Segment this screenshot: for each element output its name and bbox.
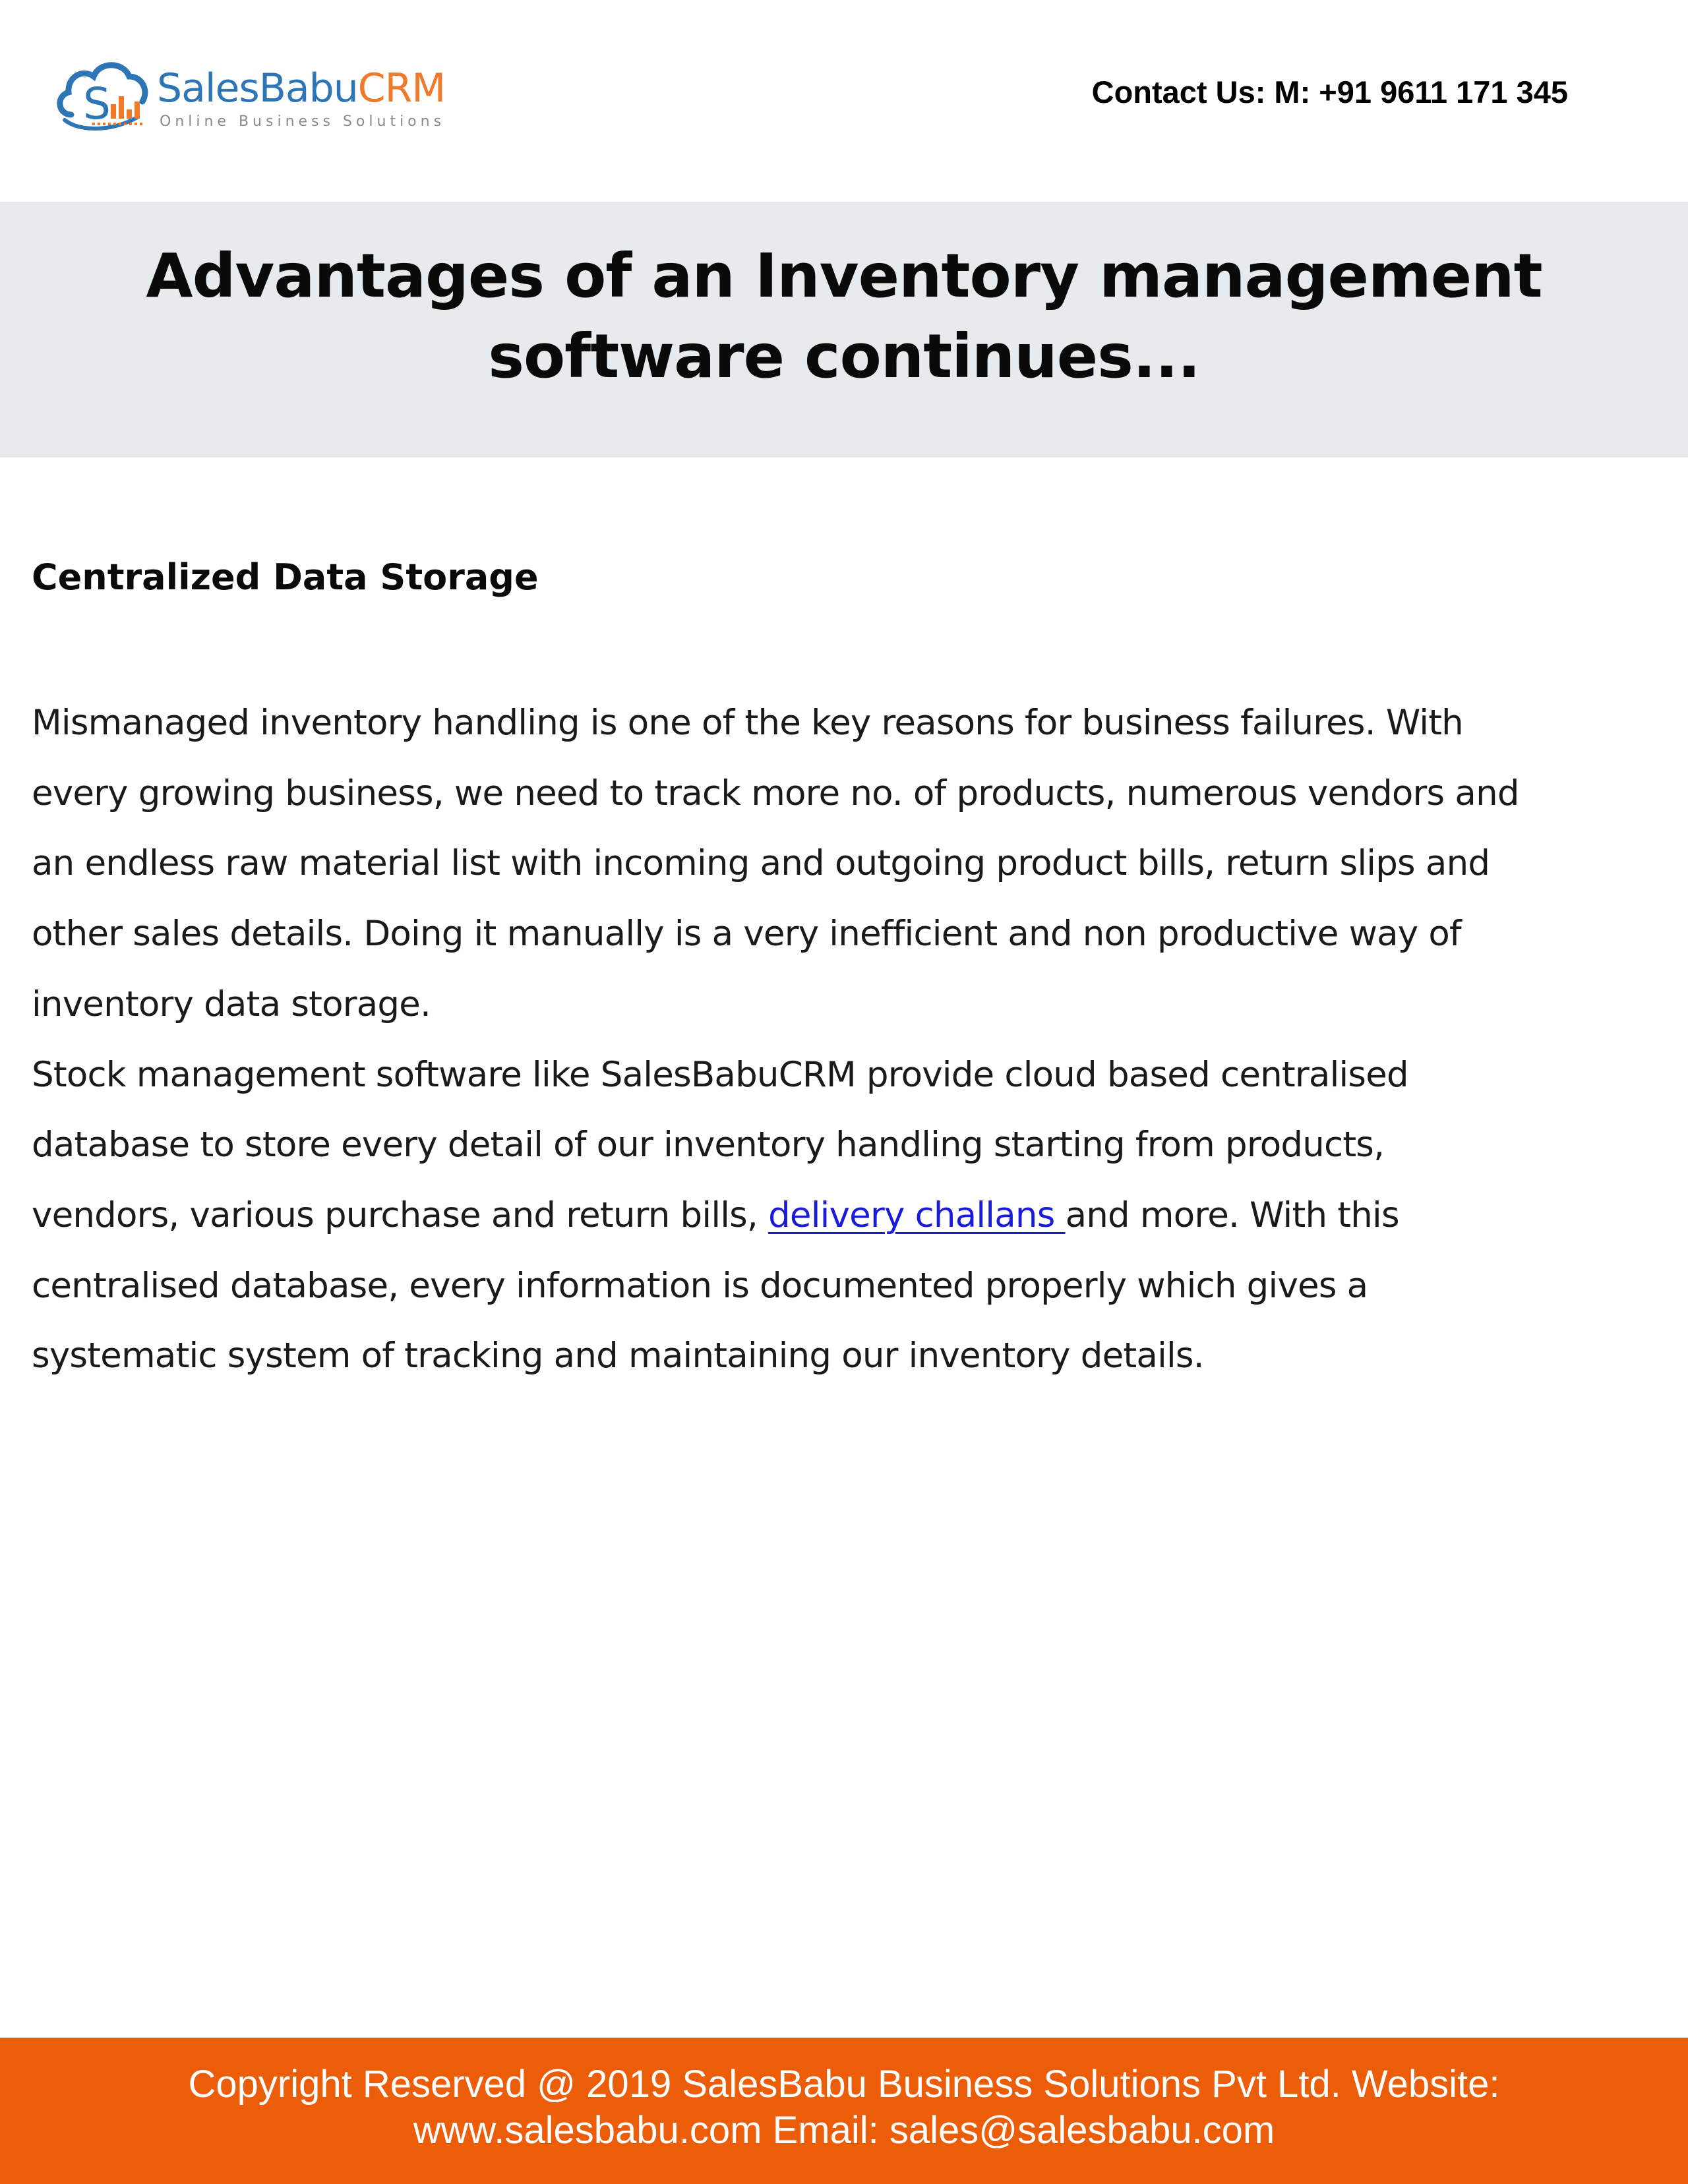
page-title [0, 236, 1688, 397]
paragraph-1-line: inventory data storage. [32, 984, 431, 1024]
footer-copyright [0, 2061, 1688, 2154]
logo-wordmark [157, 65, 446, 111]
page-title-line-1: Advantages of an Inventory management [146, 241, 1542, 311]
paragraph-2-line: database to store every detail of our inventory handling starting from products, [32, 1125, 1385, 1166]
svg-text:S: S [83, 78, 111, 129]
page-footer [0, 2038, 1688, 2184]
paragraph-2-line: Stock management software like SalesBabuCRM provide cloud based centralised [32, 1054, 1408, 1095]
footer-line-1: Copyright Reserved @ 2019 SalesBabu Business Solutions Pvt Ltd. Website: [188, 2063, 1500, 2106]
paragraph-1-line: an endless raw material list with incoming and outgoing product bills, return slips and [32, 843, 1490, 884]
paragraph-1-line: other sales details. Doing it manually is a very inefficient and non productive way of [32, 914, 1461, 955]
paragraph-2-line-text: vendors, various purchase and return bills, [32, 1195, 769, 1235]
logo-tagline: Online Business Solutions [160, 113, 446, 130]
logo-name-salesbabu: SalesBabu [157, 65, 358, 111]
paragraph-1-line: Mismanaged inventory handling is one of the key reasons for business failures. With [32, 703, 1463, 743]
page-header [0, 0, 1688, 202]
contact-phone: Contact Us: M: +91 9611 171 345 [1091, 74, 1568, 109]
footer-line-2: www.salesbabu.com Email: sales@salesbabu.com [413, 2109, 1275, 2152]
paragraph-1 [32, 688, 1614, 1040]
delivery-challans-link[interactable]: delivery challans [768, 1195, 1066, 1235]
page-title-line-2: software continues... [488, 321, 1200, 392]
paragraph-2-line: systematic system of tracking and maintaining our inventory details. [32, 1336, 1204, 1376]
title-banner [0, 202, 1688, 457]
cloud-chart-logo-icon [53, 54, 152, 140]
logo-name-crm: CRM [357, 65, 446, 111]
paragraph-1-line: every growing business, we need to track more no. of products, numerous vendors and [32, 773, 1519, 813]
paragraph-2-line: centralised database, every information is documented properly which gives a [32, 1265, 1368, 1306]
paragraph-2 [32, 1040, 1614, 1392]
main-content [32, 551, 1614, 1376]
paragraph-2-line-text: and more. With this [1065, 1195, 1399, 1235]
section-heading: Centralized Data Storage [32, 556, 539, 598]
salesbabu-logo[interactable] [53, 54, 446, 140]
body-text [32, 688, 1614, 1392]
